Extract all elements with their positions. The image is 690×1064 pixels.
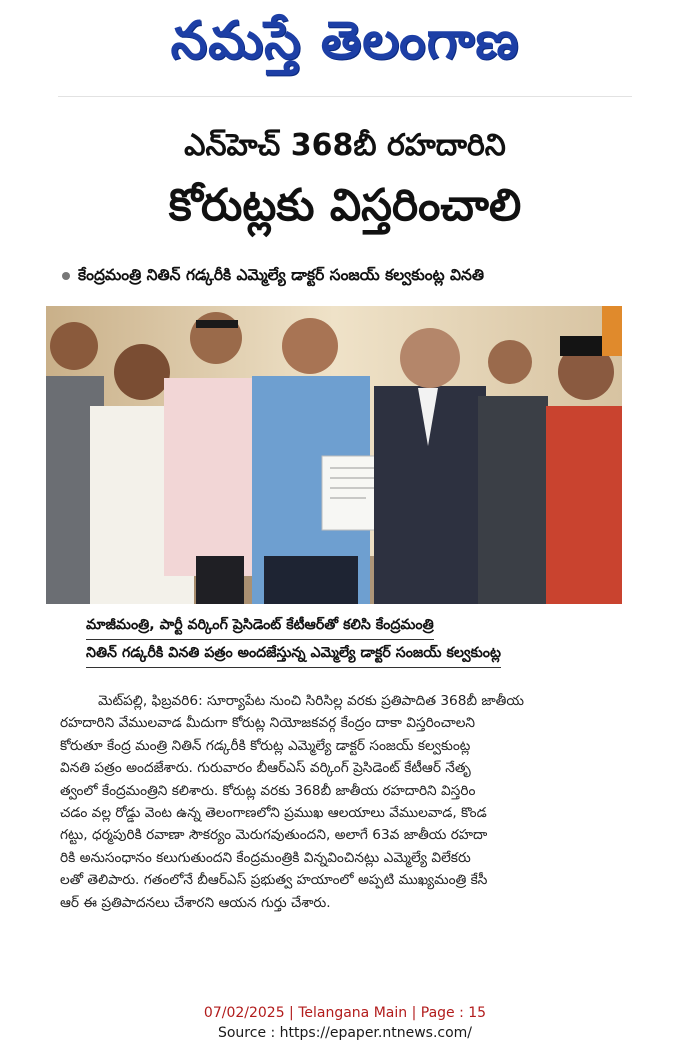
article-headline — [0, 180, 690, 242]
photo-caption — [86, 612, 634, 668]
body-line: చడం వల్ల రోడ్డు వెంట ఉన్న తెలంగాణలోని ప్రముఖ ఆలయాలు వేములవాడ, కొండ — [60, 805, 487, 822]
source-link[interactable]: Source : https://epaper.ntnews.com/ — [217, 1025, 473, 1041]
page-footer — [0, 1003, 690, 1043]
headline-text: ఎన్‌హెచ్ 368బీ రహదారిని — [184, 128, 506, 163]
headline-text: కోరుట్లకు విస్తరించాలి — [168, 180, 522, 231]
caption-line: మాజీమంత్రి, పార్టీ వర్కింగ్ ప్రెసిడెంట్ కేటీఆర్‌తో కలిసి కేంద్రమంత్రి — [86, 612, 434, 640]
article-body — [60, 690, 634, 914]
body-line: కోరుతూ కేంద్ర మంత్రి నితిన్ గడ్కరీకి కోరుట్ల ఎమ్మెల్యే డాక్టర్ సంజయ్ కల్వకుంట్ల — [60, 737, 471, 754]
masthead-divider — [58, 96, 632, 97]
body-line: ఆర్ ఈ ప్రతిపాదనలు చేశారని ఆయన గుర్తు చేశారు. — [60, 894, 331, 911]
body-line: గట్టు, ధర్మపురికి రవాణా సౌకర్యం మెరుగవుతుందని, అలాగే 63వ జాతీయ రహదా — [60, 827, 488, 844]
caption-line: నితిన్ గడ్కరీకి వినతి పత్రం అందజేస్తున్న ఎమ్మెల్యే డాక్టర్ సంజయ్ కల్వకుంట్ల — [86, 640, 501, 668]
bullet-icon — [62, 272, 70, 280]
photo-illustration — [46, 306, 622, 604]
body-line: వినతి పత్రం అందజేశారు. గురువారం బీఆర్‌ఎస్ వర్కింగ్ ప్రెసిడెంట్ కేటీఆర్ నేతృ — [60, 760, 471, 777]
body-line: రహదారిని వేములవాడ మీదుగా కోరుట్ల నియోజకవర్గ కేంద్రం దాకా విస్తరించాలని — [60, 715, 476, 732]
body-line: లతో తెలిపారు. గతంలోనే బీఆర్‌ఎస్ ప్రభుత్వ హయాంలో అప్పటి ముఖ్యమంత్రి కేసీ — [60, 872, 488, 889]
article-kicker — [0, 128, 690, 170]
masthead-logo: నమస్తే తెలంగాణ — [170, 11, 520, 71]
article-subhead — [62, 266, 632, 288]
article-subhead-text: కేంద్రమంత్రి నితిన్ గడ్కరీకి ఎమ్మెల్యే డాక్టర్ సంజయ్ కల్వకుంట్ల వినతి — [78, 266, 484, 284]
body-line: త్వంలో కేంద్రమంత్రిని కలిశారు. కోరుట్ల వరకు 368బీ జాతీయ రహదారిని విస్తరిం — [60, 782, 476, 799]
body-line: మెట్‌పల్లి, ఫిబ్రవరి6: సూర్యాపేట నుంచి సిరిసిల్ల వరకు ప్రతిపాదిత 368బీ జాతీయ — [98, 693, 524, 709]
body-line: రికి అనుసంధానం కలుగుతుందని కేంద్రమంత్రికి విన్నవించినట్లు ఎమ్మెల్యే విలేకరు — [60, 849, 471, 866]
masthead — [0, 4, 690, 82]
edition-info: 07/02/2025 | Telangana Main | Page : 15 — [203, 1005, 487, 1021]
article-photo — [46, 306, 622, 604]
